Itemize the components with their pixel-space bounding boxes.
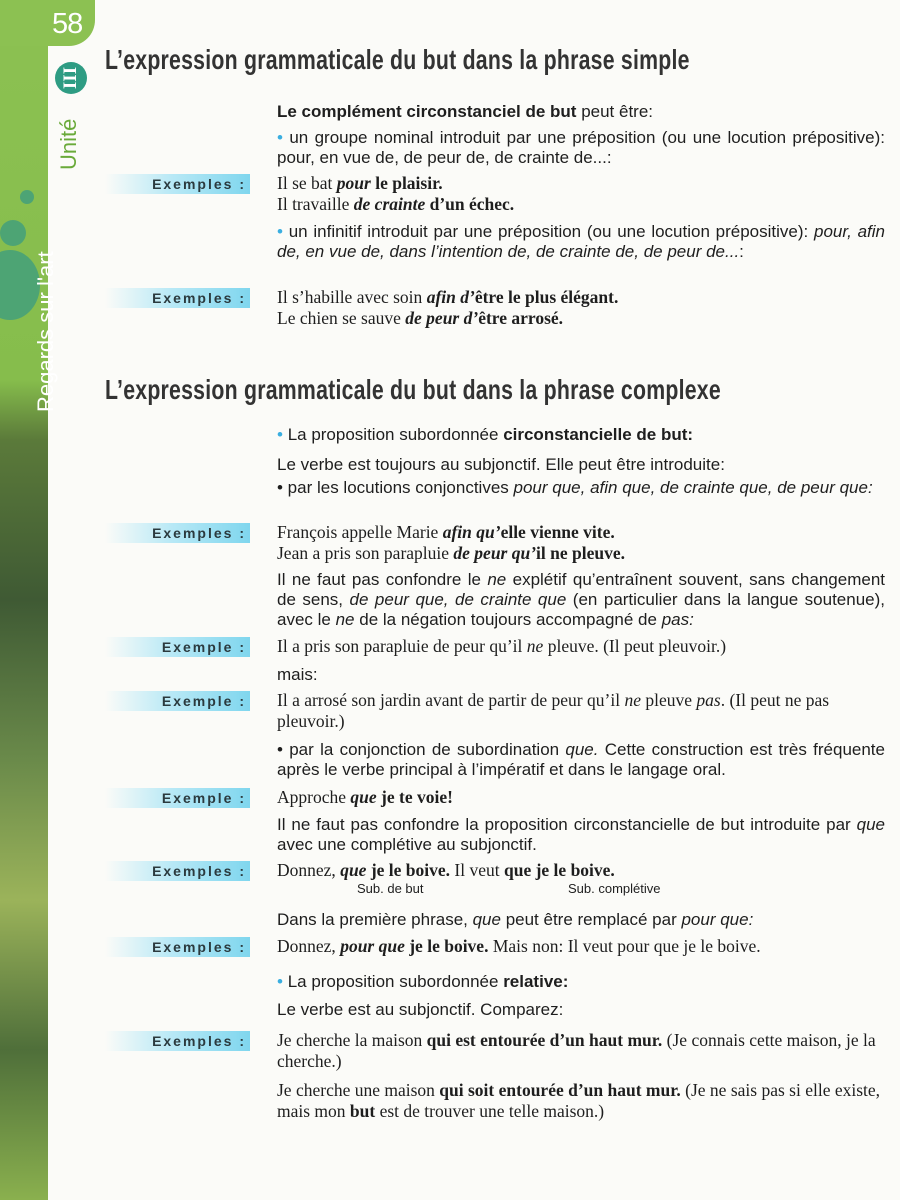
text-line <box>277 815 885 855</box>
paragraph <box>277 972 885 992</box>
text-segment: pour, en vue de, de peur de, de crainte de... <box>277 148 607 167</box>
text-segment: pleuve. (Il peut pleuvoir.) <box>543 636 727 656</box>
paragraph <box>277 1000 885 1020</box>
example-text <box>277 636 885 657</box>
text-segment: François appelle Marie <box>277 522 443 542</box>
text-segment: (Je ne sais pas si elle existe, mais mon <box>277 1080 881 1121</box>
text-segment: le plaisir. <box>370 173 443 193</box>
example-text <box>277 1030 885 1072</box>
text-line <box>277 972 885 992</box>
text-segment: Il a pris son parapluie de peur qu’il <box>277 636 527 656</box>
text-segment: pleuve <box>640 690 697 710</box>
example-text <box>277 787 885 808</box>
text-segment: Il ne faut pas confondre le <box>277 570 488 589</box>
text-segment: ne <box>526 636 544 656</box>
example-text <box>277 936 885 957</box>
text-segment: Je cherche la maison <box>277 1030 427 1050</box>
unit-number-badge: III <box>55 62 87 94</box>
text-segment: ne <box>487 570 507 589</box>
text-line <box>277 194 885 215</box>
examples-label: Exemples : <box>105 523 250 543</box>
examples-label: Exemple : <box>105 788 250 808</box>
bullet-icon: • <box>277 425 288 444</box>
bullet-icon: • <box>277 222 289 241</box>
sub-label-but: Sub. de but <box>357 881 424 896</box>
paragraph <box>277 570 885 630</box>
text-segment: je le boive. <box>404 936 489 956</box>
text-line <box>277 455 885 475</box>
text-segment: un infinitif introduit par une préposition (ou une locution prépositive): <box>288 222 815 241</box>
paragraph <box>277 128 885 168</box>
text-segment: il ne pleuve. <box>536 543 626 563</box>
text-segment: Il travaille <box>277 194 354 214</box>
examples-label: Exemples : <box>105 288 250 308</box>
examples-label: Exemples : <box>105 174 250 194</box>
text-line <box>277 222 885 262</box>
heading-simple: L’expression grammaticale du but dans la phrase simple <box>105 44 690 75</box>
text-line <box>277 425 885 445</box>
text-segment: peut être remplacé par <box>500 910 682 929</box>
text-segment: un groupe nominal introduit par une préposition (ou une locution prépositive): <box>289 128 885 147</box>
text-segment: afin qu’ <box>442 522 501 542</box>
text-segment: Donnez, <box>277 936 341 956</box>
text-segment: peut être: <box>576 102 654 121</box>
side-strip <box>0 0 48 1200</box>
text-segment: pour que, afin que, de crainte que, de peur que: <box>513 478 873 497</box>
text-segment: pour, afin de, en vue de, dans l’intention de, de crainte de, de peur de... <box>277 222 885 261</box>
paragraph <box>277 222 885 262</box>
example-text <box>277 522 885 564</box>
examples-label: Exemples : <box>105 861 250 881</box>
text-line <box>277 570 885 630</box>
text-segment: d’un échec. <box>425 194 515 214</box>
examples-label: Exemple : <box>105 637 250 657</box>
example-text <box>277 860 885 881</box>
text-segment: d’ <box>455 287 475 307</box>
example-text <box>277 1080 885 1122</box>
text-segment: ne <box>335 610 355 629</box>
examples-label: Exemple : <box>105 691 250 711</box>
text-segment: Le verbe est au subjonctif. Comparez: <box>277 1000 564 1019</box>
text-segment: je le boive. <box>366 860 451 880</box>
paragraph <box>277 425 885 445</box>
text-segment: relative: <box>503 972 569 991</box>
text-segment: Le complément circonstanciel de but <box>277 102 577 121</box>
text-segment: de peur que, de crainte que <box>349 590 567 609</box>
text-segment: de peur <box>405 308 460 328</box>
text-segment: but <box>349 1101 376 1121</box>
heading-complex: L’expression grammaticale du but dans la phrase complexe <box>105 374 721 405</box>
text-segment: Dans la première phrase, <box>277 910 473 929</box>
text-segment: • par les locutions conjonctives <box>277 478 514 497</box>
page-number: 58 <box>52 8 83 40</box>
examples-label: Exemples : <box>105 937 250 957</box>
decor-dot <box>20 190 34 204</box>
text-segment: Cette construction est très fréquente après le verbe principal à l’impératif et dans le langage oral. <box>277 740 885 779</box>
decor-dot <box>0 220 26 246</box>
text-segment: être le plus élégant. <box>474 287 619 307</box>
text-segment: circonstancielle de but: <box>503 425 694 444</box>
example-text <box>277 173 885 215</box>
text-segment: • par la conjonction de subordination <box>277 740 566 759</box>
text-line <box>277 1080 885 1122</box>
text-segment: La proposition subordonnée <box>287 972 504 991</box>
text-segment: (en particulier dans la langue soutenue), avec le <box>277 590 885 629</box>
text-line <box>277 478 885 498</box>
text-segment: qui soit entourée d’un haut mur. <box>439 1080 681 1100</box>
text-segment: pas: <box>661 610 694 629</box>
text-line <box>277 128 885 168</box>
text-line <box>277 690 885 732</box>
text-segment: Je cherche une maison <box>277 1080 440 1100</box>
text-line <box>277 1000 885 1020</box>
text-segment: Mais non: Il veut pour que je le boive. <box>488 936 761 956</box>
text-segment: ne <box>624 690 641 710</box>
paragraph <box>277 910 885 930</box>
section-title: Regards sur l'art <box>33 251 58 412</box>
text-segment: que <box>350 787 377 807</box>
text-segment: Approche <box>277 787 351 807</box>
text-line <box>277 173 885 194</box>
text-line <box>277 740 885 780</box>
text-line <box>277 636 885 657</box>
text-segment: que <box>340 860 367 880</box>
text-segment: que <box>856 815 885 834</box>
bullet-icon: • <box>277 128 290 147</box>
text-segment: Il veut <box>450 860 504 880</box>
text-segment: est de trouver une telle maison.) <box>375 1101 605 1121</box>
text-line <box>277 936 885 957</box>
text-line <box>277 910 885 930</box>
text-segment: je te voie! <box>376 787 453 807</box>
text-segment: Donnez, <box>277 860 341 880</box>
text-segment: La proposition subordonnée <box>287 425 504 444</box>
text-segment: pour que <box>340 936 405 956</box>
text-segment: Il se bat <box>277 173 337 193</box>
text-segment: Le verbe est toujours au subjonctif. Elle peut être introduite: <box>277 455 725 474</box>
text-segment: afin <box>426 287 456 307</box>
sub-label-completive: Sub. complétive <box>568 881 661 896</box>
text-segment: pas <box>696 690 721 710</box>
text-line <box>277 522 885 543</box>
text-segment: de peur qu’ <box>453 543 537 563</box>
text-segment: pour <box>336 173 371 193</box>
text-segment: : <box>606 148 612 167</box>
text-line <box>277 102 885 122</box>
text-segment: que je le boive. <box>503 860 615 880</box>
text-segment: pour que: <box>681 910 754 929</box>
text-segment: elle vienne vite. <box>500 522 615 542</box>
text-segment: Il a arrosé son jardin avant de partir de peur qu’il <box>277 690 625 710</box>
text-line <box>277 543 885 564</box>
paragraph <box>277 665 885 685</box>
text-line <box>277 665 885 685</box>
text-segment: : <box>739 242 744 261</box>
paragraph <box>277 815 885 855</box>
text-line <box>277 1030 885 1072</box>
text-segment: . (Il peut ne pas pleuvoir.) <box>277 690 830 731</box>
text-line <box>277 308 885 329</box>
text-segment: Jean a pris son parapluie <box>277 543 454 563</box>
text-segment: d’ <box>459 308 479 328</box>
text-segment: explétif qu’entraînent souvent, sans changement de sens, <box>277 570 885 609</box>
example-text <box>277 287 885 329</box>
text-segment: (Je connais cette maison, je la cherche.) <box>277 1030 876 1071</box>
text-segment: que. <box>565 740 599 759</box>
text-segment: de la négation toujours accompagné de <box>354 610 662 629</box>
text-segment: avec une complétive au subjonctif. <box>277 835 537 854</box>
text-line <box>277 287 885 308</box>
text-segment: de crainte <box>353 194 426 214</box>
paragraph <box>277 478 885 498</box>
bullet-icon: • <box>277 972 288 991</box>
text-line <box>277 787 885 808</box>
text-segment: Le chien se sauve <box>277 308 406 328</box>
unit-label: Unité <box>56 118 81 170</box>
example-text <box>277 690 885 732</box>
text-segment: que <box>472 910 501 929</box>
text-segment: mais: <box>277 665 318 684</box>
text-line <box>277 860 885 881</box>
examples-label: Exemples : <box>105 1031 250 1051</box>
paragraph <box>277 102 885 122</box>
text-segment: Il s’habille avec soin <box>277 287 427 307</box>
text-segment: Il ne faut pas confondre la proposition circonstancielle de but introduite par <box>277 815 857 834</box>
paragraph <box>277 455 885 475</box>
text-segment: qui est entourée d’un haut mur. <box>426 1030 663 1050</box>
text-segment: être arrosé. <box>478 308 564 328</box>
paragraph <box>277 740 885 780</box>
